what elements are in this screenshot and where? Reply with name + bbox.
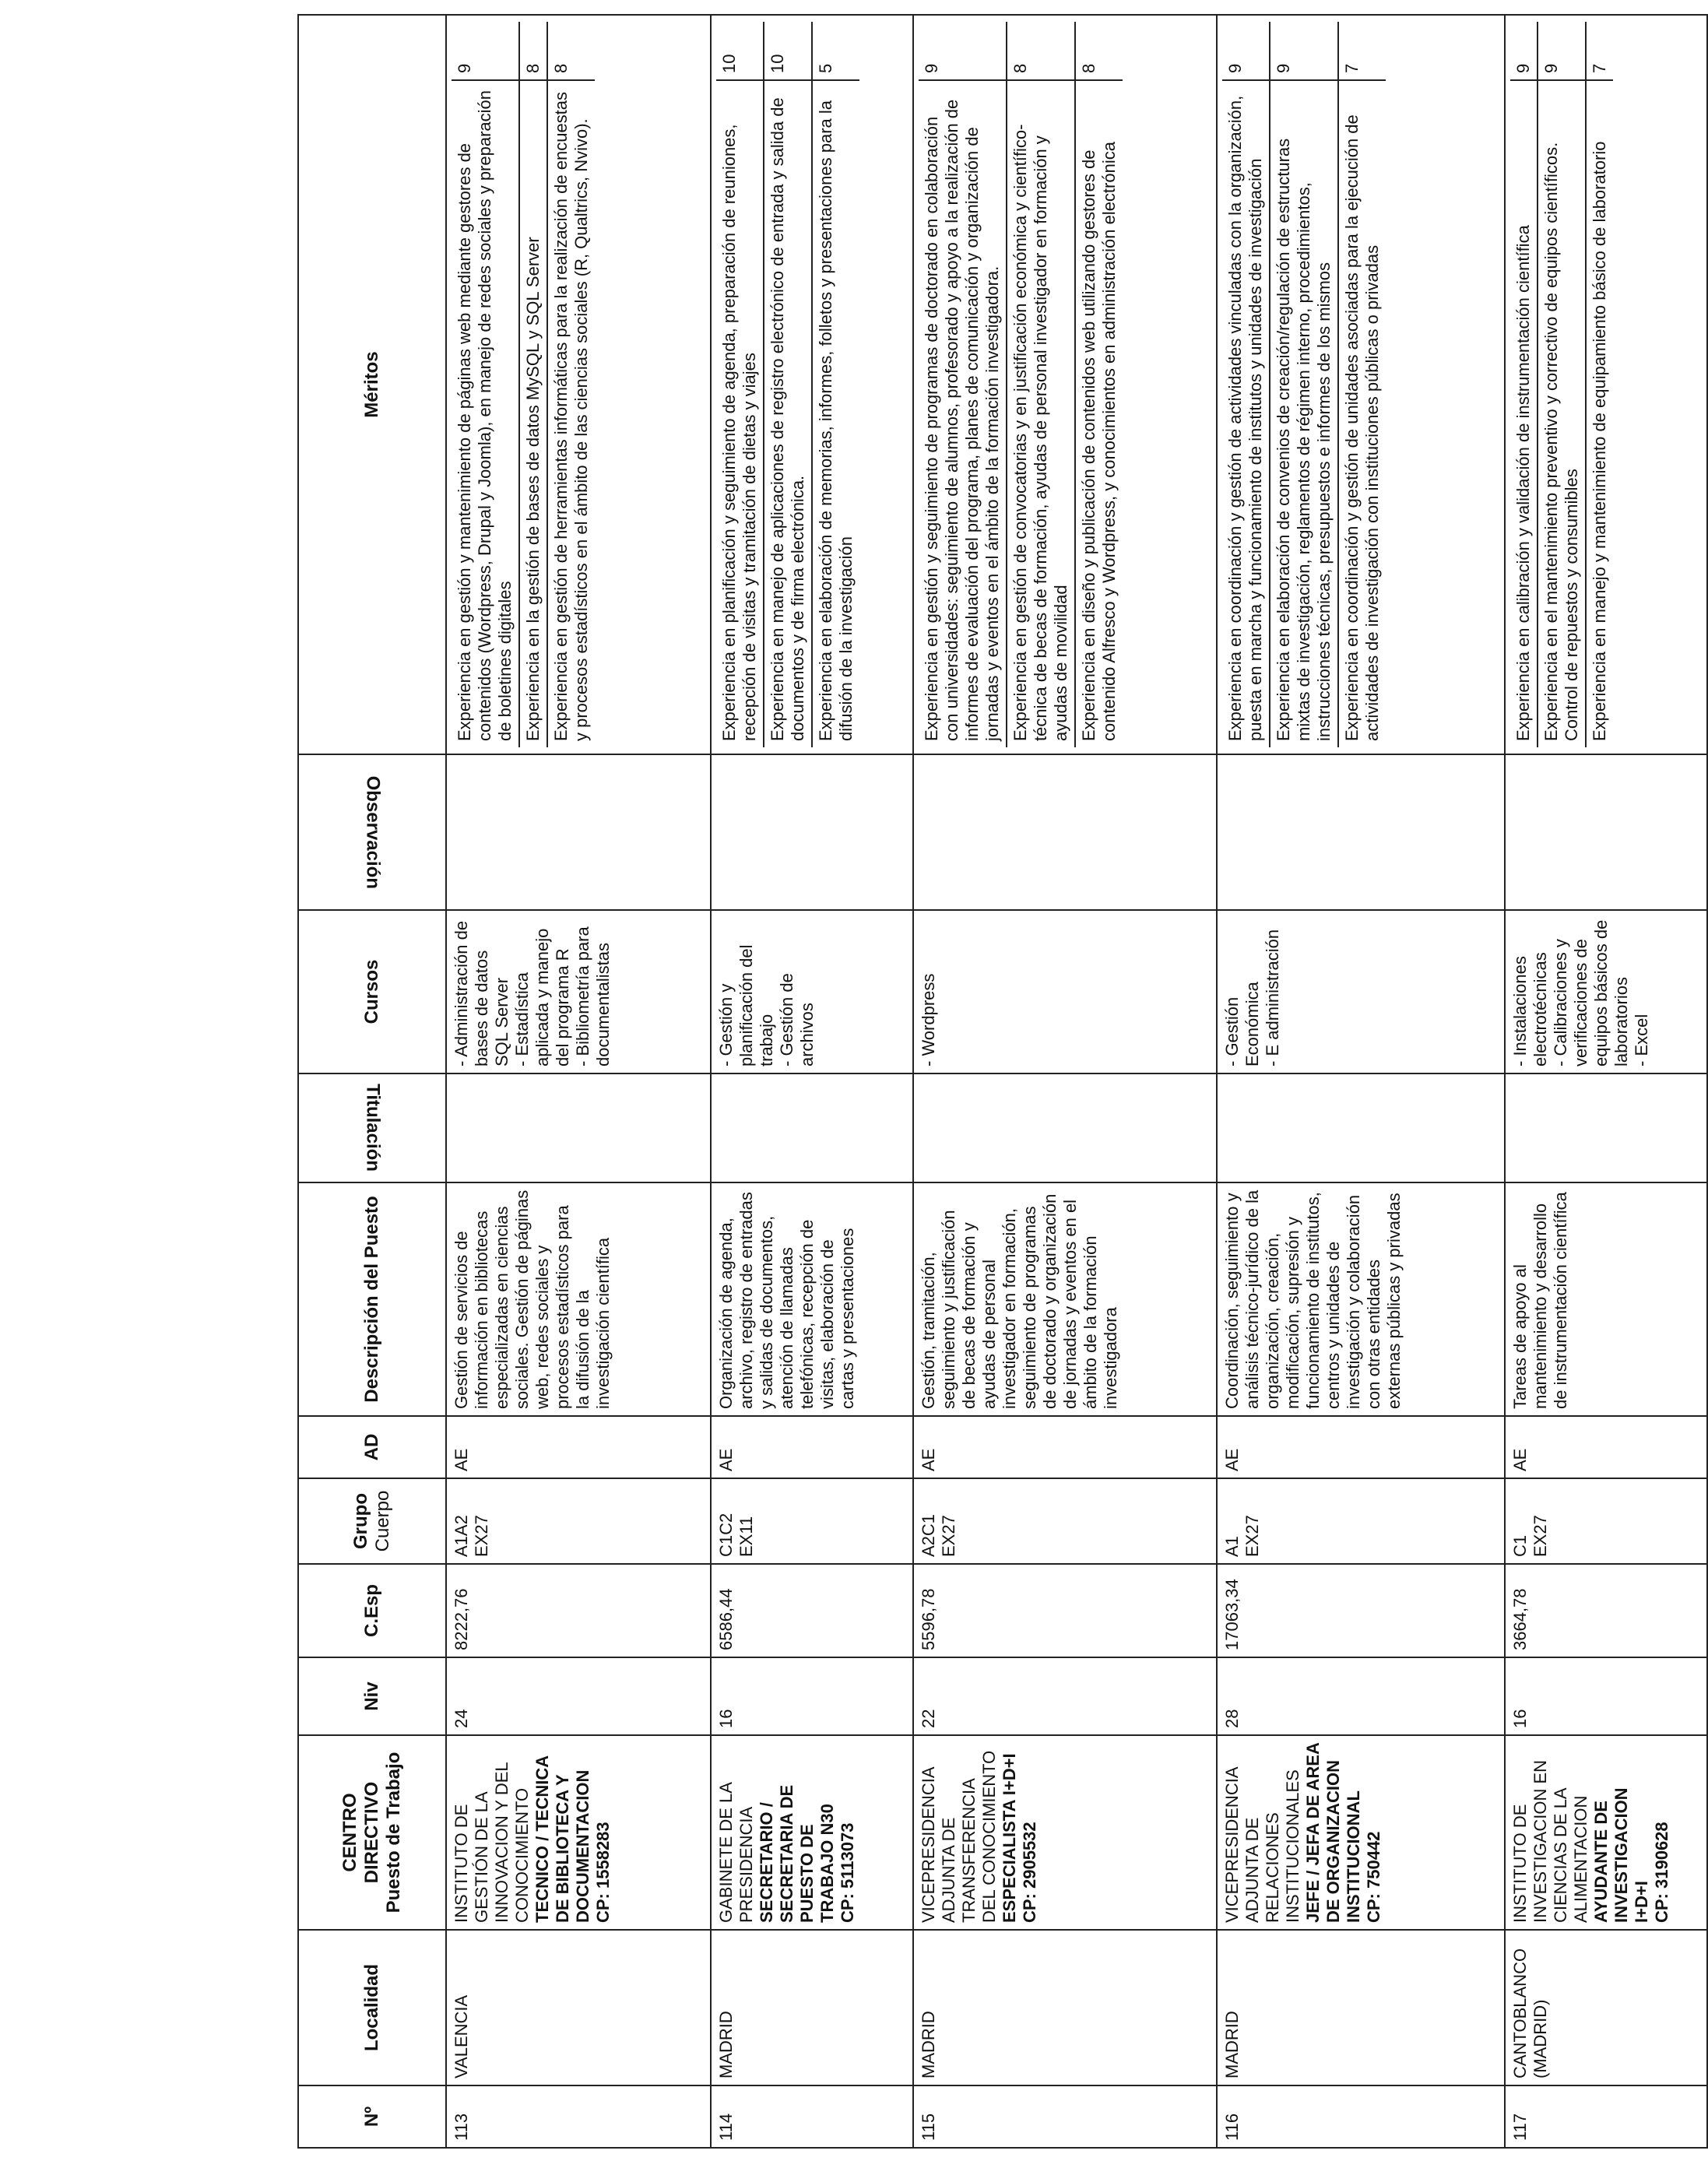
merit-text: Experiencia en gestión de herramientas informáticas para la realización de encuestas y procesos estadísticos en el ámbito de las ciencias sociales (R, Qualtrics, Nvivo).: [548, 79, 595, 747]
row-centro-name: INSTITUTO DE INVESTIGACION EN CIENCIAS DE LA ALIMENTACION: [1510, 1759, 1590, 1923]
row-cursos: [1217, 910, 1505, 1073]
rotated-document-page: [297, 16, 1691, 2149]
row-niv: 16: [1505, 1657, 1707, 1735]
row-puesto-name: SECRETARIO / SECRETARIA DE PUESTO DE TRABAJO N30: [756, 1784, 837, 1923]
merit-item: [1074, 22, 1123, 747]
row-cp-code: CP: 750442: [1363, 1831, 1383, 1923]
course-item: - Wordpress: [919, 973, 938, 1066]
row-descripcion: Gestión de servicios de información en bibliotecas especializadas en ciencias sociales. Gestión de páginas web, redes sociales y procesos estadísticos para la difusión de la investigación científica: [446, 1182, 711, 1416]
merit-item: [919, 22, 1006, 747]
table-header-row: [298, 15, 446, 2148]
row-descripcion: Tareas de apoyo al mantenimiento y desarrollo de instrumentación científica: [1505, 1182, 1707, 1416]
row-meritos: [1505, 15, 1707, 754]
row-grupo-value: A1A2: [452, 1515, 471, 1557]
course-item: - Gestión de archivos: [776, 973, 817, 1066]
row-observacion: [446, 754, 711, 910]
merit-score: 8: [1010, 63, 1030, 73]
merit-score: 9: [1225, 63, 1245, 73]
course-item: - Calibraciones y verificaciones de equipos básicos de laboratorios: [1550, 919, 1631, 1066]
row-grupo-value: C1C2: [716, 1513, 736, 1557]
merit-item: [716, 22, 763, 747]
row-ad: AE: [913, 1416, 1217, 1478]
row-num: 114: [711, 2085, 913, 2148]
merit-text: Experiencia en diseño y publicación de contenidos web utilizando gestores de contenido Alfresco y Wordpress, y conocimientos en administración electrónica: [1076, 79, 1123, 747]
merit-text: Experiencia en el mantenimiento preventivo y correctivo de equipos científicos. Control de repuestos y consumibles: [1538, 79, 1585, 747]
row-num: 116: [1217, 2085, 1505, 2148]
row-meritos: [913, 15, 1217, 754]
row-num: 113: [446, 2085, 711, 2148]
row-meritos: [1217, 15, 1505, 754]
row-num: 117: [1505, 2085, 1707, 2148]
row-centro-name: GABINETE DE LA PRESIDENCIA: [716, 1783, 756, 1923]
row-cursos: [1505, 910, 1707, 1073]
header-ad: AD: [298, 1416, 446, 1478]
table-row: [711, 15, 913, 2148]
merit-score: 9: [1541, 63, 1561, 73]
merit-text: Experiencia en coordinación y gestión de unidades asociadas para la ejecución de actividades de investigación con instituciones públicas o privadas: [1339, 79, 1386, 747]
row-titulacion: [1505, 1073, 1707, 1182]
merit-item: [1537, 22, 1585, 747]
row-cursos: [711, 910, 913, 1073]
row-titulacion: [446, 1073, 711, 1182]
table-row: [1505, 15, 1707, 2148]
merit-score: 9: [1273, 63, 1293, 73]
row-titulacion: [913, 1073, 1217, 1182]
course-item: - Estadística aplicada y manejo del programa R: [511, 928, 572, 1066]
row-puesto-name: TECNICO / TECNICA DE BIBLIOTECA Y DOCUMENTACION: [532, 1755, 592, 1923]
merit-item: [763, 22, 811, 747]
row-cp-code: CP: 5113073: [837, 1822, 857, 1923]
header-grupo: [298, 1478, 446, 1564]
table-row: [1217, 15, 1505, 2148]
row-observacion: [1217, 754, 1505, 910]
merit-item: [1585, 22, 1613, 747]
header-titulacion: [298, 1073, 446, 1182]
row-niv: 24: [446, 1657, 711, 1735]
merit-score: 9: [455, 63, 474, 73]
row-cp-code: CP: 3190628: [1651, 1822, 1671, 1923]
header-grupo-label: Grupo: [350, 1493, 371, 1549]
row-puesto-name: JEFE / JEFA DE AREA DE ORGANIZACION INSTITUCIONAL: [1302, 1742, 1363, 1923]
header-niv: Niv: [298, 1657, 446, 1735]
merit-score: 8: [550, 63, 571, 73]
header-titulacion-label: Titulación: [362, 1084, 384, 1172]
row-localidad: CANTOBLANCO (MADRID): [1505, 1930, 1707, 2085]
row-cesp: 8222,76: [446, 1564, 711, 1657]
row-centro: [711, 1735, 913, 1930]
row-meritos: [711, 15, 913, 754]
merit-text: Experiencia en planificación y seguimiento de agenda, preparación de reuniones, recepción de visitas y tramitación de dietas y viajes: [716, 79, 763, 747]
row-grupo: [711, 1478, 913, 1564]
merit-text: Experiencia en gestión y seguimiento de programas de doctorado en colaboración con universidades: seguimiento de alumnos, profesorado y apoyo a la realización de informes de evaluación del programa, planes de comunicación y organización de jornadas y eventos en el ámbito de la formación investigadora.: [919, 79, 1006, 747]
row-cuerpo-value: EX27: [1530, 1515, 1550, 1557]
row-puesto-name: ESPECIALISTA I+D+I: [999, 1753, 1019, 1923]
row-grupo: [913, 1478, 1217, 1564]
merit-item: [1269, 22, 1337, 747]
row-descripcion: Organización de agenda, archivo, registro de entradas y salidas de documentos, atención de llamadas telefónicas, recepción de visitas, elaboración de cartas y presentaciones: [711, 1182, 913, 1416]
merit-text: Experiencia en gestión de convocatorias y en justificación económica y científico-técnica de becas de formación, ayudas de personal investigador en formación y ayudas de movilidad: [1007, 79, 1074, 747]
course-item: - Excel: [1631, 1014, 1651, 1066]
row-niv: 16: [711, 1657, 913, 1735]
row-grupo: [1217, 1478, 1505, 1564]
header-centro-label: CENTRO DIRECTIVO: [339, 1781, 382, 1884]
row-centro-name: VICEPRESIDENCIA ADJUNTA DE RELACIONES INSTITUCIONALES: [1222, 1767, 1302, 1923]
header-localidad: Localidad: [298, 1930, 446, 2085]
row-centro: [1217, 1735, 1505, 1930]
row-grupo-value: C1: [1510, 1534, 1530, 1557]
row-descripcion: Coordinación, seguimiento y análisis técnico-jurídico de la organización, creación, modificación, supresión y funcionamiento de institutos, centros y unidades de investigación y colaboración con otras entidades externas públicas y privadas: [1217, 1182, 1505, 1416]
merit-text: Experiencia en calibración y validación de instrumentación científica: [1510, 79, 1537, 747]
row-grupo: [1505, 1478, 1707, 1564]
row-cursos: [446, 910, 711, 1073]
row-ad: AE: [711, 1416, 913, 1478]
row-grupo-value: A1: [1222, 1536, 1242, 1557]
row-descripcion: Gestión, tramitación, seguimiento y justificación de becas de formación y ayudas de personal investigador en formación, seguimiento de programas de doctorado y organización de jornadas y eventos en el ámbito de la formación investigadora: [913, 1182, 1217, 1416]
merit-score: 5: [815, 63, 835, 73]
row-meritos: [446, 15, 711, 754]
row-cp-code: CP: 1558283: [592, 1822, 613, 1923]
row-localidad: MADRID: [711, 1930, 913, 2085]
merit-text: Experiencia en gestión y mantenimiento de páginas web mediante gestores de contenidos (Wordpress, Drupal y Joomla), en manejo de redes sociales y preparación de boletines digitales: [452, 79, 518, 747]
merit-score: 8: [522, 63, 543, 73]
header-cursos: Cursos: [298, 910, 446, 1073]
row-localidad: MADRID: [913, 1930, 1217, 2085]
row-cursos: [913, 910, 1217, 1073]
header-cesp: C.Esp: [298, 1564, 446, 1657]
merit-text: Experiencia en manejo de aplicaciones de registro electrónico de entrada y salida de documentos y de firma electrónica.: [764, 79, 811, 747]
header-observacion-label: Observación: [362, 775, 384, 889]
row-observacion: [711, 754, 913, 910]
row-titulacion: [711, 1073, 913, 1182]
row-cesp: 17063,34: [1217, 1564, 1505, 1657]
header-cuerpo-label: Cuerpo: [372, 1490, 393, 1552]
table-body: [446, 15, 1707, 2148]
row-observacion: [913, 754, 1217, 910]
row-cp-code: CP: 2905532: [1019, 1822, 1039, 1923]
row-ad: AE: [1217, 1416, 1505, 1478]
merit-item: [546, 22, 595, 747]
row-cuerpo-value: EX27: [938, 1515, 958, 1557]
row-puesto-name: AYUDANTE DE INVESTIGACION I+D+I: [1590, 1787, 1651, 1923]
row-grupo: [446, 1478, 711, 1564]
merit-text: Experiencia en la gestión de bases de datos MySQL y SQL Server: [520, 79, 546, 747]
header-puesto-label: Puesto de Trabajo: [383, 1752, 405, 1913]
merit-item: [452, 22, 518, 747]
course-item: - Gestión y planificación del trabajo: [716, 944, 776, 1066]
course-item: - Administración de bases de datos SQL Server: [452, 920, 511, 1066]
merit-item: [1006, 22, 1074, 747]
header-observacion: [298, 754, 446, 910]
header-num: Nº: [298, 2085, 446, 2148]
row-observacion: [1505, 754, 1707, 910]
row-centro-name: VICEPRESIDENCIA ADJUNTA DE TRANSFERENCIA DEL CONOCIMIENTO: [919, 1750, 999, 1923]
row-cesp: 6586,44: [711, 1564, 913, 1657]
row-titulacion: [1217, 1073, 1505, 1182]
merit-item: [518, 22, 546, 747]
merit-text: Experiencia en elaboración de memorias, informes, folletos y presentaciones para la difusión de la investigación: [813, 79, 859, 747]
row-centro: [913, 1735, 1217, 1930]
header-descripcion: Descripción del Puesto: [298, 1182, 446, 1416]
merit-score: 10: [767, 54, 787, 73]
merit-text: Experiencia en coordinación y gestión de actividades vinculadas con la organización, puesta en marcha y funcionamiento de institutos y unidades de investigación: [1222, 79, 1269, 747]
merit-score: 8: [1078, 63, 1098, 73]
row-cesp: 5596,78: [913, 1564, 1217, 1657]
row-localidad: VALENCIA: [446, 1930, 711, 2085]
course-item: - Gestión Económica: [1222, 982, 1262, 1066]
row-num: 115: [913, 2085, 1217, 2148]
row-cuerpo-value: EX27: [1242, 1515, 1262, 1557]
row-centro: [446, 1735, 711, 1930]
row-centro-name: INSTITUTO DE GESTIÓN DE LA INNOVACION Y DEL CONOCIMIENTO: [452, 1762, 532, 1923]
row-cuerpo-value: EX27: [471, 1515, 491, 1557]
row-niv: 22: [913, 1657, 1217, 1735]
row-grupo-value: A2C1: [919, 1513, 938, 1557]
merit-item: [1222, 22, 1269, 747]
row-localidad: MADRID: [1217, 1930, 1505, 2085]
merit-score: 9: [922, 63, 941, 73]
header-meritos: Méritos: [298, 15, 446, 754]
row-cesp: 3664,78: [1505, 1564, 1707, 1657]
merit-item: [1337, 22, 1386, 747]
merit-score: 9: [1513, 63, 1533, 73]
table-row: [913, 15, 1217, 2148]
merit-text: Experiencia en elaboración de convenios de creación/regulación de estructuras mixtas de investigación, reglamentos de régimen interno, procedimientos, instrucciones técnicas, presupuestos e informes de los mismos: [1270, 79, 1337, 747]
course-item: - Instalaciones electrotécnicas: [1510, 952, 1550, 1066]
row-ad: AE: [446, 1416, 711, 1478]
table-row: [446, 15, 711, 2148]
course-item: - E administración: [1262, 929, 1282, 1066]
merit-text: Experiencia en manejo y mantenimiento de equipamiento básico de laboratorio: [1587, 79, 1613, 747]
merit-item: [1510, 22, 1537, 747]
job-positions-table: [297, 14, 1708, 2149]
row-niv: 28: [1217, 1657, 1505, 1735]
merit-item: [811, 22, 859, 747]
merit-score: 7: [1589, 63, 1609, 73]
course-item: - Bibliometría para documentalistas: [572, 926, 613, 1066]
header-centro: [298, 1735, 446, 1930]
row-centro: [1505, 1735, 1707, 1930]
row-ad: AE: [1505, 1416, 1707, 1478]
merit-score: 7: [1341, 63, 1362, 73]
row-cuerpo-value: EX11: [736, 1516, 756, 1557]
merit-score: 10: [719, 54, 739, 73]
